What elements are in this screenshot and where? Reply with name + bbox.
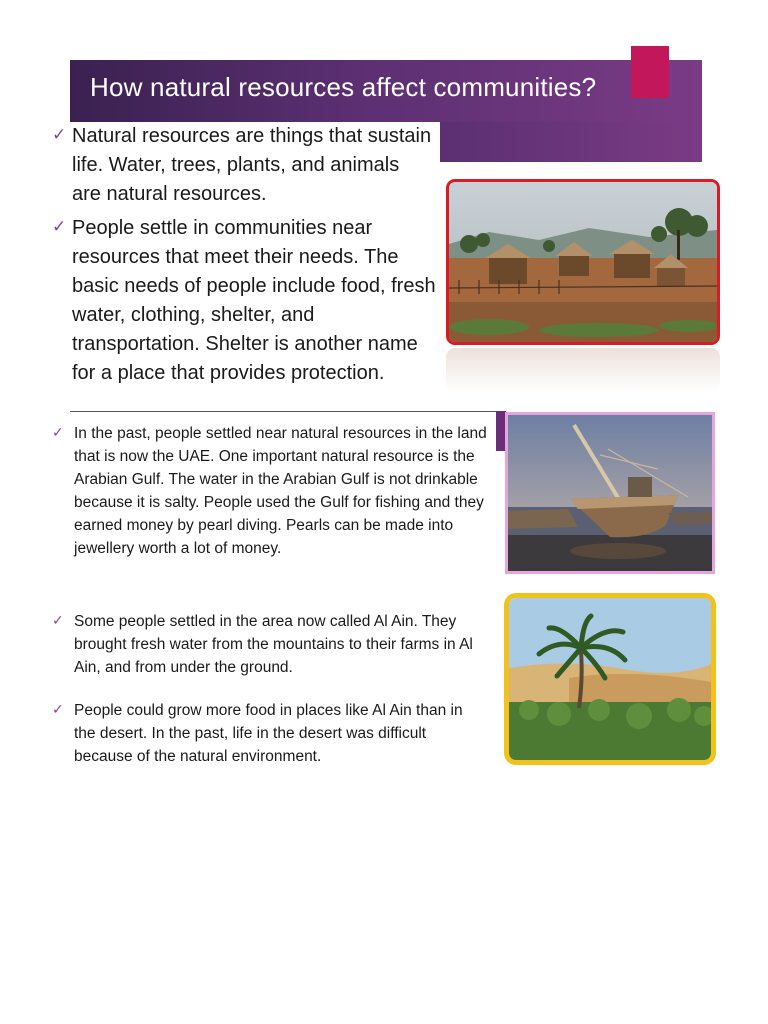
bullet-desert [52, 699, 472, 768]
dhow-boat-image [505, 412, 715, 574]
title-banner-tail [440, 122, 702, 162]
village-image-reflection [446, 348, 720, 392]
bullet-arabian-gulf [52, 422, 492, 560]
bullet-people-settle [52, 214, 437, 388]
check-icon: ✓ [52, 125, 67, 144]
check-icon: ✓ [52, 424, 64, 440]
al-ain-oasis-image [504, 593, 716, 765]
bullet-text: People settle in communities near resources that meet their needs. The basic needs of people include food, fresh water, clothing, shelter, and transportation. Shelter is another name for a place that provides protection. [72, 217, 436, 384]
check-icon: ✓ [52, 612, 64, 628]
bullet-text: Natural resources are things that sustain life. Water, trees, plants, and animals are natural resources. [72, 125, 432, 205]
bullet-text: People could grow more food in places like Al Ain than in the desert. In the past, life in the desert was difficult because of the natural environment. [74, 702, 463, 765]
accent-square [631, 46, 669, 98]
check-icon: ✓ [52, 701, 64, 717]
page-title: How natural resources affect communities? [90, 72, 597, 102]
section-divider [70, 411, 498, 412]
bullet-al-ain [52, 610, 484, 679]
bullet-text: Some people settled in the area now called Al Ain. They brought fresh water from the mountains to their farms in Al Ain, and from under the ground. [74, 613, 473, 676]
village-image [446, 179, 720, 345]
bullet-text: In the past, people settled near natural resources in the land that is now the UAE. One important natural resource is the Arabian Gulf. The water in the Arabian Gulf is not drinkable because it is salty. People used the Gulf for fishing and they earned money by pearl diving. Pearls can be made into jewellery worth a lot of money. [74, 425, 487, 557]
bullet-natural-resources [52, 122, 432, 209]
check-icon: ✓ [52, 217, 67, 236]
